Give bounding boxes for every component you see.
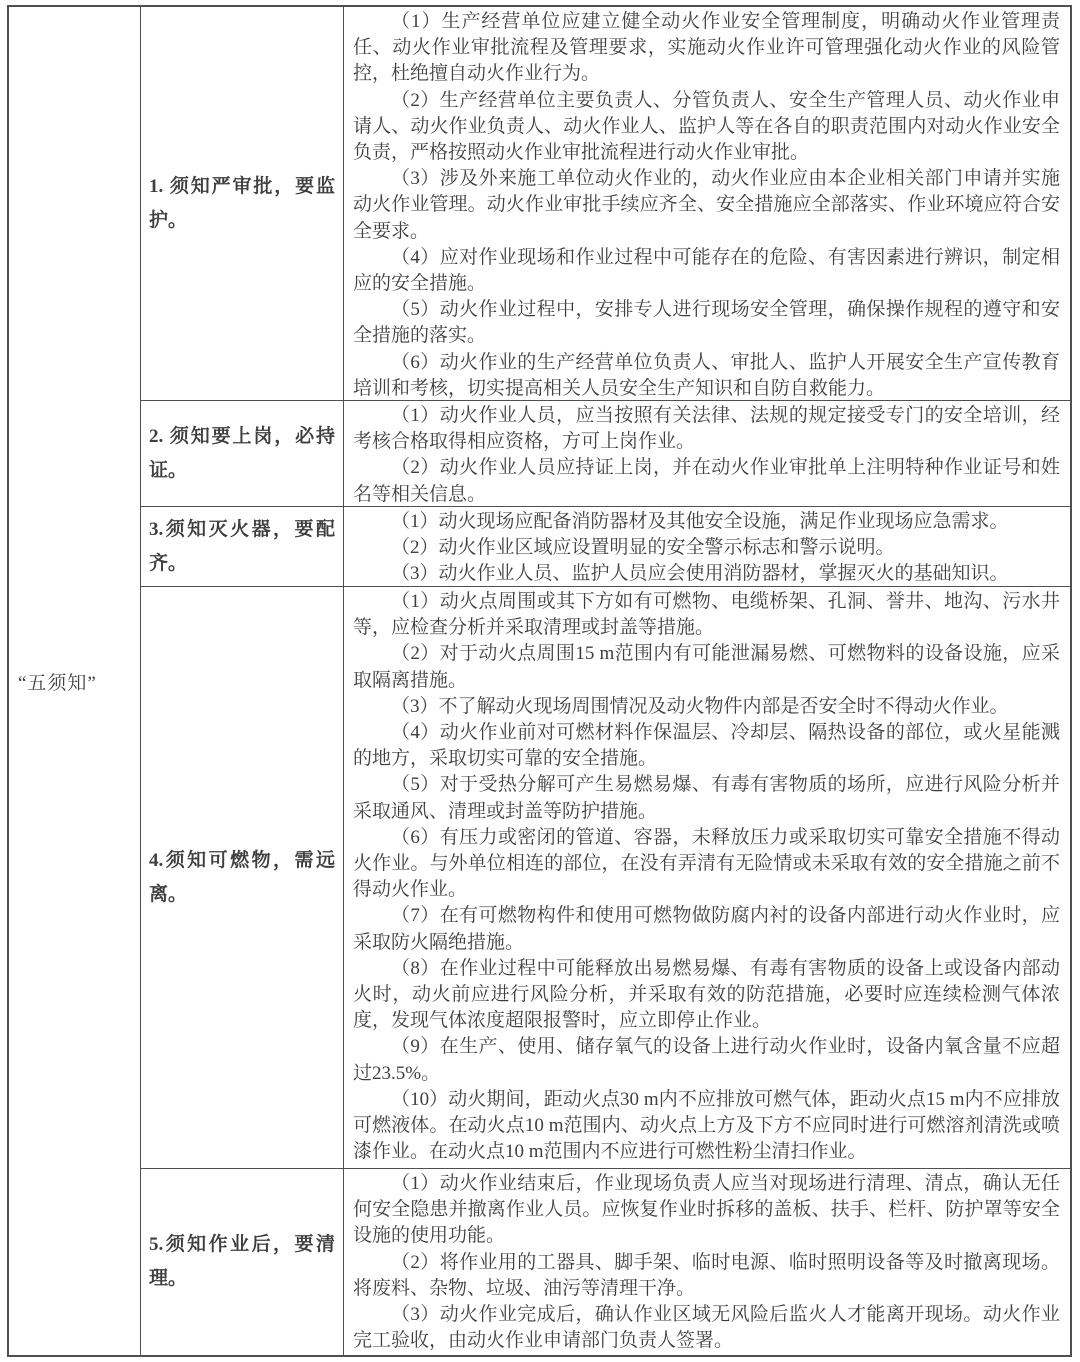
paragraph: （3）动火作业完成后，确认作业区域无风险后监火人才能离开现场。动火作业完工验收，由动火作业申请部门负责人签署。 [353,1304,1060,1352]
row-label-text: 2. 须知要上岗，必持证。 [149,425,335,481]
paragraph: （1）动火作业人员，应当按照有关法律、法规的规定接受专门的安全培训，经考核合格取得相应资格，方可上岗作业。 [353,405,1060,453]
paragraph: （6）有压力或密闭的管道、容器，未释放压力或采取切实可靠安全措施不得动火作业。与外单位相连的部位，在没有弄清有无险情或未采取有效的安全措施之前不得动火作业。 [353,826,1060,901]
paragraph: （3）涉及外来施工单位动火作业的，动火作业应由本企业相关部门申请并实施动火作业管理。动火作业审批手续应齐全、安全措施应全部落实、作业环境应符合安全要求。 [353,168,1060,242]
row-label-2 [140,401,344,507]
paragraph: （4）动火作业前对可燃材料作保温层、冷却层、隔热设备的部位，或火星能溅的地方，采取切实可靠的安全措施。 [353,722,1060,770]
paragraph: （5）动火作业过程中，安排专人进行现场安全管理，确保操作规程的遵守和安全措施的落实。 [353,299,1060,347]
paragraph: （2）动火作业人员应持证上岗，并在动火作业审批单上注明特种作业证号和姓名等相关信息。 [353,457,1060,505]
paragraph: （5）对于受热分解可产生易燃易爆、有毒有害物质的场所，应进行风险分析并采取通风、清理或封盖等防护措施。 [353,774,1060,822]
paragraph: （6）动火作业的生产经营单位负责人、审批人、监护人开展安全生产宣传教育培训和考核，切实提高相关人员安全生产知识和自防自救能力。 [353,351,1060,399]
paragraph: （2）对于动火点周围15 m范围内有可能泄漏易燃、可燃物料的设备设施，应采取隔离措施。 [353,643,1060,691]
row-header-label: “五须知” [18,672,97,694]
paragraph: （4）应对作业现场和作业过程中可能存在的危险、有害因素进行辨识，制定相应的安全措施。 [353,246,1060,295]
row-label-5 [140,1169,344,1355]
row-detail-1 [344,7,1070,401]
row-label-text: 4.须知可燃物，需远离。 [149,849,335,905]
row-label-1 [140,7,344,401]
paragraph: （9）在生产、使用、储存氧气的设备上进行动火作业时，设备内氧含量不应超过23.5%。 [353,1036,1060,1084]
paragraph: （1）动火作业结束后，作业现场负责人应当对现场进行清理、清点，确认无任何安全隐患并撤离作业人员。应恢复作业时拆移的盖板、扶手、栏杆、防护罩等安全设施的使用功能。 [353,1173,1060,1247]
paragraph: （1）动火点周围或其下方如有可燃物、电缆桥架、孔洞、誉井、地沟、污水井等，应检查分析并采取清理或封盖等措施。 [353,591,1060,639]
five-musts-table [7,5,1072,1357]
paragraph: （10）动火期间，距动火点30 m内不应排放可燃气体，距动火点15 m内不应排放可燃液体。在动火点10 m范围内、动火点上方及下方不应同时进行可燃溶剂清洗或喷漆作业。在动火点10 m范围内不应进行可燃性粉尘清扫作业。 [353,1088,1060,1163]
row-label-text: 3.须知灭火器，要配齐。 [149,518,335,574]
paragraph: （2）生产经营单位主要负责人、分管负责人、安全生产管理人员、动火作业申请人、动火作业负责人、动火作业人、监护人等在各自的职责范围内对动火作业安全负责，严格按照动火作业审批流程进行动火作业审批。 [353,89,1060,164]
row-detail-2 [344,401,1070,507]
row-detail-3 [344,507,1070,587]
paragraph: （8）在作业过程中可能释放出易燃易爆、有毒有害物质的设备上或设备内部动火时，动火前应进行风险分析，并采取有效的防范措施，必要时应连续检测气体浓度，发现气体浓度超限报警时，应立即停止作业。 [353,957,1060,1032]
paragraph: （7）在有可燃物构件和使用可燃物做防腐内衬的设备内部进行动火作业时，应采取防火隔绝措施。 [353,905,1060,953]
paragraph: （1）动火现场应配备消防器材及其他安全设施，满足作业现场应急需求。 [391,511,1009,532]
row-detail-4 [344,587,1070,1169]
row-label-text: 1. 须知严审批，要监护。 [149,175,335,231]
row-detail-5 [344,1169,1070,1355]
paragraph: （3）不了解动火现场周围情况及动火物件内部是否安全时不得动火作业。 [391,695,1009,717]
table-row-header [9,7,140,1355]
paragraph: （2）将作业用的工器具、脚手架、临时电源、临时照明设备等及时撤离现场。将废料、杂物、垃圾、油污等清理干净。 [353,1251,1060,1299]
row-label-3 [140,507,344,587]
paragraph: （3）动火作业人员、监护人员应会使用消防器材，掌握灭火的基础知识。 [391,563,1009,585]
row-label-text: 5.须知作业后，要清理。 [149,1234,335,1289]
row-label-4 [140,587,344,1169]
paragraph: （1）生产经营单位应建立健全动火作业安全管理制度，明确动火作业管理责任、动火作业审批流程及管理要求，实施动火作业许可管理强化动火作业的风险管控，杜绝擅自动火作业行为。 [353,11,1060,85]
paragraph: （2）动火作业区域应设置明显的安全警示标志和警示说明。 [391,537,895,559]
